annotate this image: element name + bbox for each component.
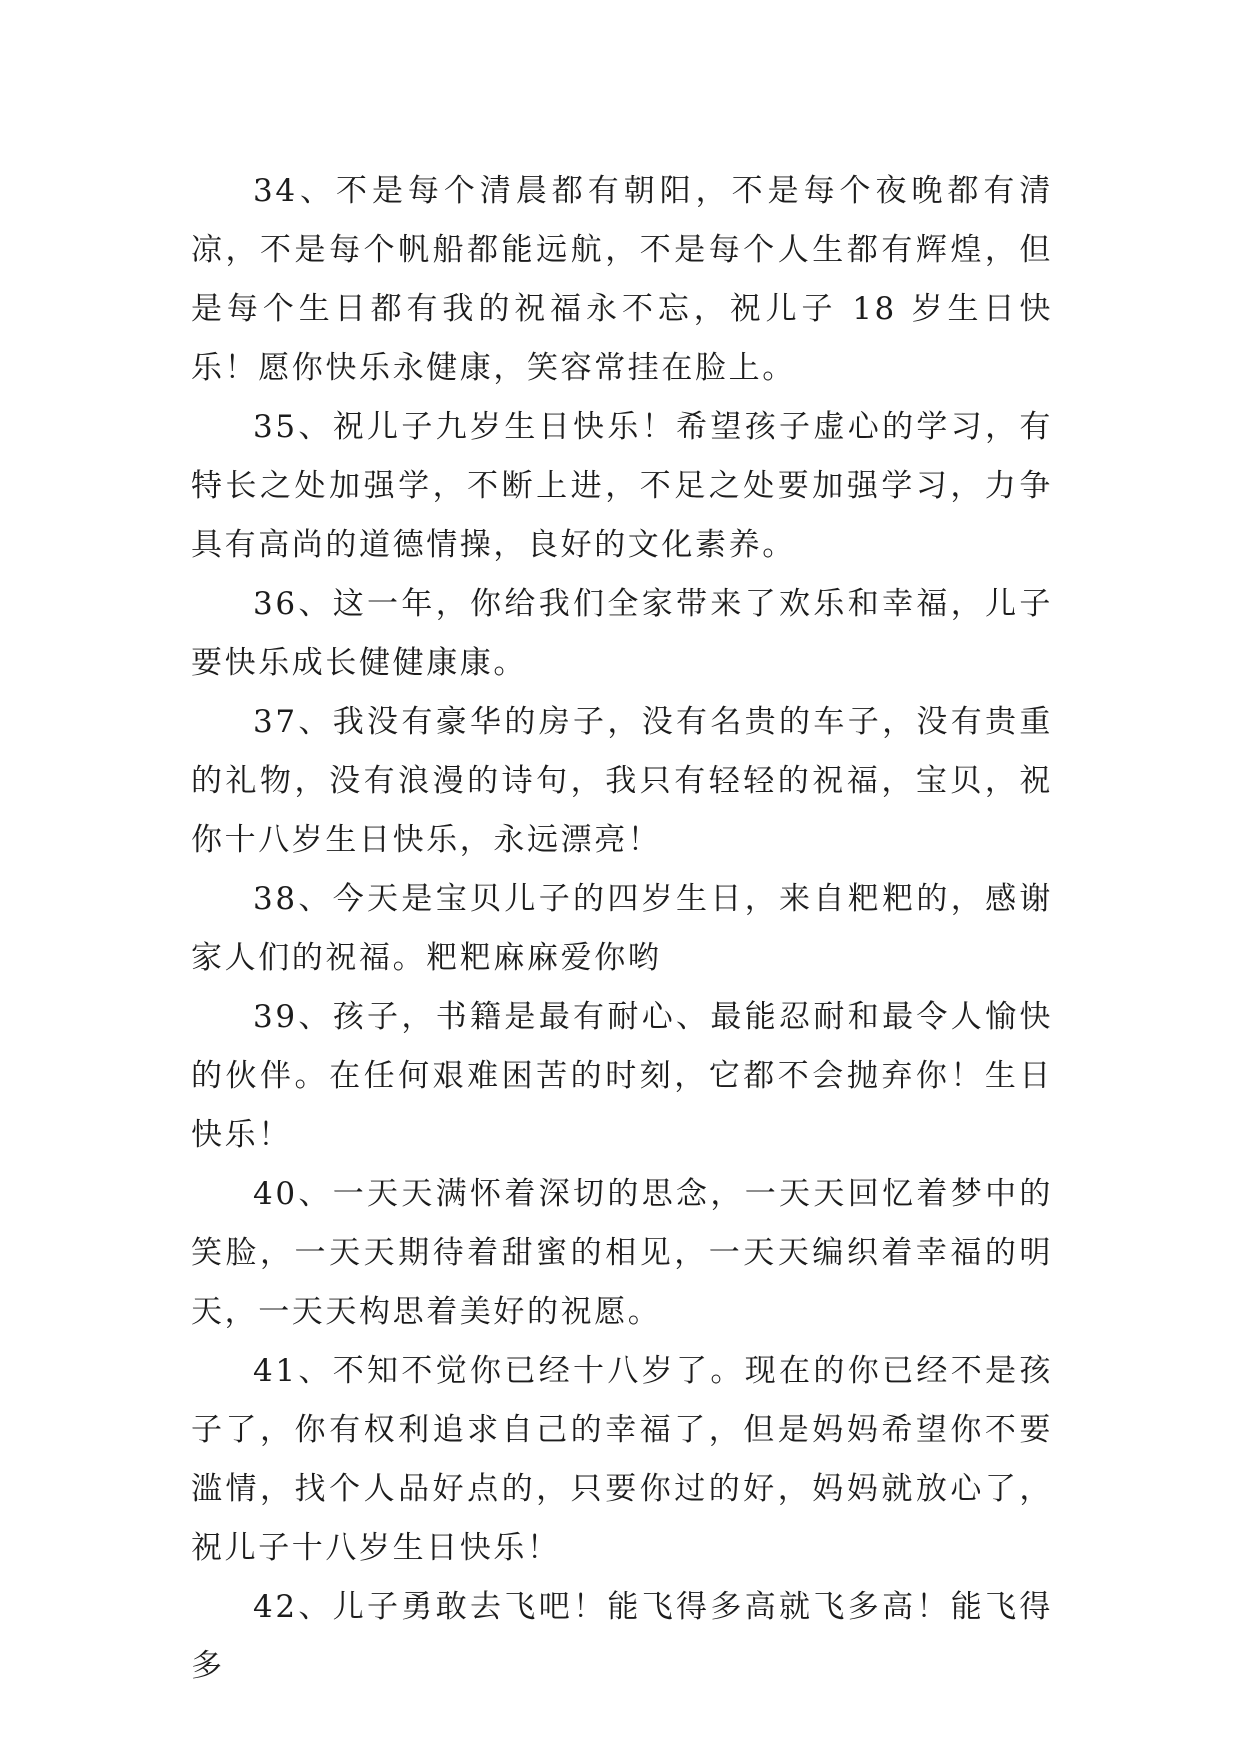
- document-body: [191, 162, 1053, 1696]
- paragraph-34: 34、不是每个清晨都有朝阳，不是每个夜晚都有清凉，不是每个帆船都能远航，不是每个人生都有辉煌，但是每个生日都有我的祝福永不忘，祝儿子 18 岁生日快乐！愿你快乐永健康，笑容常挂在脸上。: [191, 173, 1053, 386]
- paragraph-42: 42、儿子勇敢去飞吧！能飞得多高就飞多高！能飞得多: [191, 1589, 1053, 1684]
- paragraph-40: 40、一天天满怀着深切的思念，一天天回忆着梦中的笑脸，一天天期待着甜蜜的相见，一天天编织着幸福的明天，一天天构思着美好的祝愿。: [191, 1176, 1053, 1330]
- paragraph-39: 39、孩子，书籍是最有耐心、最能忍耐和最令人愉快的伙伴。在任何艰难困苦的时刻，它都不会抛弃你！生日快乐！: [191, 999, 1053, 1153]
- paragraph-37: 37、我没有豪华的房子，没有名贵的车子，没有贵重的礼物，没有浪漫的诗句，我只有轻轻的祝福，宝贝，祝你十八岁生日快乐，永远漂亮！: [191, 704, 1053, 858]
- paragraph-36: 36、这一年，你给我们全家带来了欢乐和幸福，儿子要快乐成长健健康康。: [191, 586, 1053, 681]
- paragraph-41: 41、不知不觉你已经十八岁了。现在的你已经不是孩子了，你有权利追求自己的幸福了，但是妈妈希望你不要滥情，找个人品好点的，只要你过的好，妈妈就放心了，祝儿子十八岁生日快乐！: [191, 1353, 1053, 1566]
- paragraph-38: 38、今天是宝贝儿子的四岁生日，来自粑粑的，感谢家人们的祝福。粑粑麻麻爱你哟: [191, 881, 1053, 976]
- paragraph-35: 35、祝儿子九岁生日快乐！希望孩子虚心的学习，有特长之处加强学，不断上进，不足之处要加强学习，力争具有高尚的道德情操，良好的文化素养。: [191, 409, 1053, 563]
